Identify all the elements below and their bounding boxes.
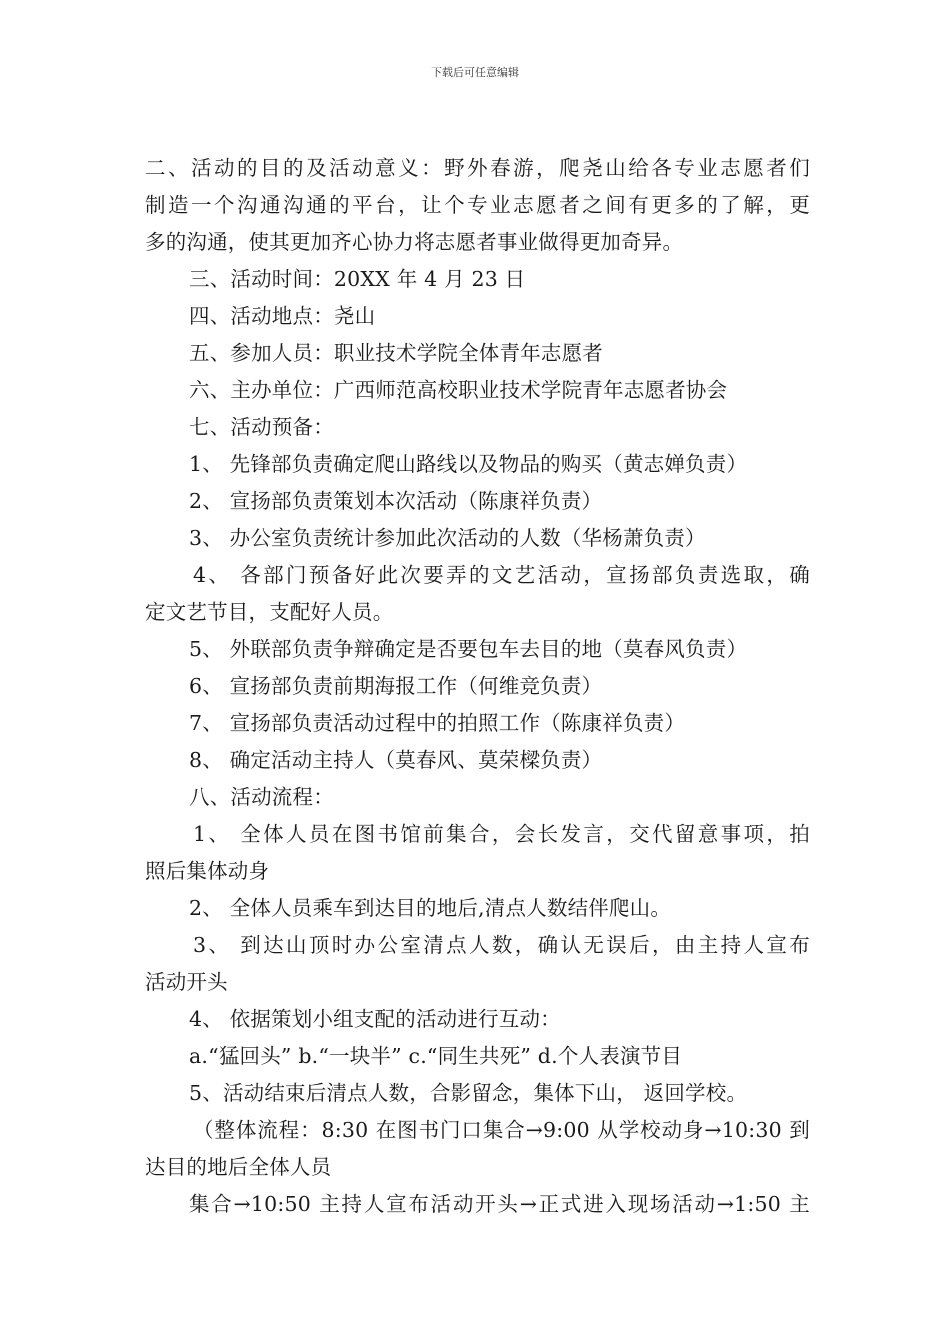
- list-item: 4、 依据策划小组支配的活动进行互动：: [189, 1007, 561, 1031]
- list-item: 1、 全体人员在图书馆前集合，会长发言，交代留意事项，拍: [193, 822, 810, 846]
- paragraph-line: 二、活动的目的及活动意义：野外春游，爬尧山给各专业志愿者们: [145, 156, 810, 180]
- paragraph-line: 制造一个沟通沟通的平台，让个专业志愿者之间有更多的了解，更: [145, 193, 810, 217]
- list-item: 2、 宣扬部负责策划本次活动（陈康祥负责）: [189, 489, 603, 513]
- paragraph-line: 集合→10:50 主持人宣布活动开头→正式进入现场活动→1:50 主: [189, 1192, 810, 1216]
- page-header: 下载后可任意编辑: [431, 66, 519, 79]
- paragraph-line: 活动开头: [145, 970, 228, 994]
- document-body: [145, 150, 810, 1223]
- paragraph-line: 多的沟通，使其更加齐心协力将志愿者事业做得更加奇异。: [145, 230, 684, 254]
- paragraph-line: 五、参加人员：职业技术学院全体青年志愿者: [189, 341, 603, 365]
- list-item: 6、 宣扬部负责前期海报工作（何维竞负责）: [189, 674, 603, 698]
- list-item: 2、 全体人员乘车到达目的地后,清点人数结伴爬山。: [189, 896, 672, 920]
- list-item: 4、 各部门预备好此次要弄的文艺活动，宣扬部负责选取，确: [193, 563, 810, 587]
- list-item: 3、 到达山顶时办公室清点人数，确认无误后，由主持人宣布: [193, 933, 810, 957]
- paragraph-line: 照后集体动身: [145, 859, 270, 883]
- paragraph-line: 八、活动流程：: [189, 785, 334, 809]
- list-item: 1、 先锋部负责确定爬山路线以及物品的购买（黄志婵负责）: [189, 452, 748, 476]
- paragraph-line: 六、主办单位：广西师范高校职业技术学院青年志愿者协会: [189, 378, 728, 402]
- paragraph-line: 七、活动预备：: [189, 415, 334, 439]
- paragraph-line: 三、活动时间：20XX 年 4 月 23 日: [189, 267, 526, 291]
- list-item: 3、 办公室负责统计参加此次活动的人数（华杨萧负责）: [189, 526, 706, 550]
- list-item: 8、 确定活动主持人（莫春风、莫荣樑负责）: [189, 748, 603, 772]
- paragraph-line: 四、活动地点：尧山: [189, 304, 376, 328]
- list-item: a.“猛回头” b.“一块半” c.“同生共死” d.个人表演节目: [189, 1044, 683, 1068]
- paragraph-line: 达目的地后全体人员: [145, 1155, 332, 1179]
- list-item: 5、 外联部负责争辩确定是否要包车去目的地（莫春风负责）: [189, 637, 748, 661]
- paragraph-line: （整体流程：8:30 在图书门口集合→9:00 从学校动身→10:30 到: [193, 1118, 810, 1142]
- list-item: 5、活动结束后清点人数，合影留念，集体下山， 返回学校。: [189, 1081, 748, 1105]
- list-item: 7、 宣扬部负责活动过程中的拍照工作（陈康祥负责）: [189, 711, 686, 735]
- paragraph-line: 定文艺节目，支配好人员。: [145, 600, 394, 624]
